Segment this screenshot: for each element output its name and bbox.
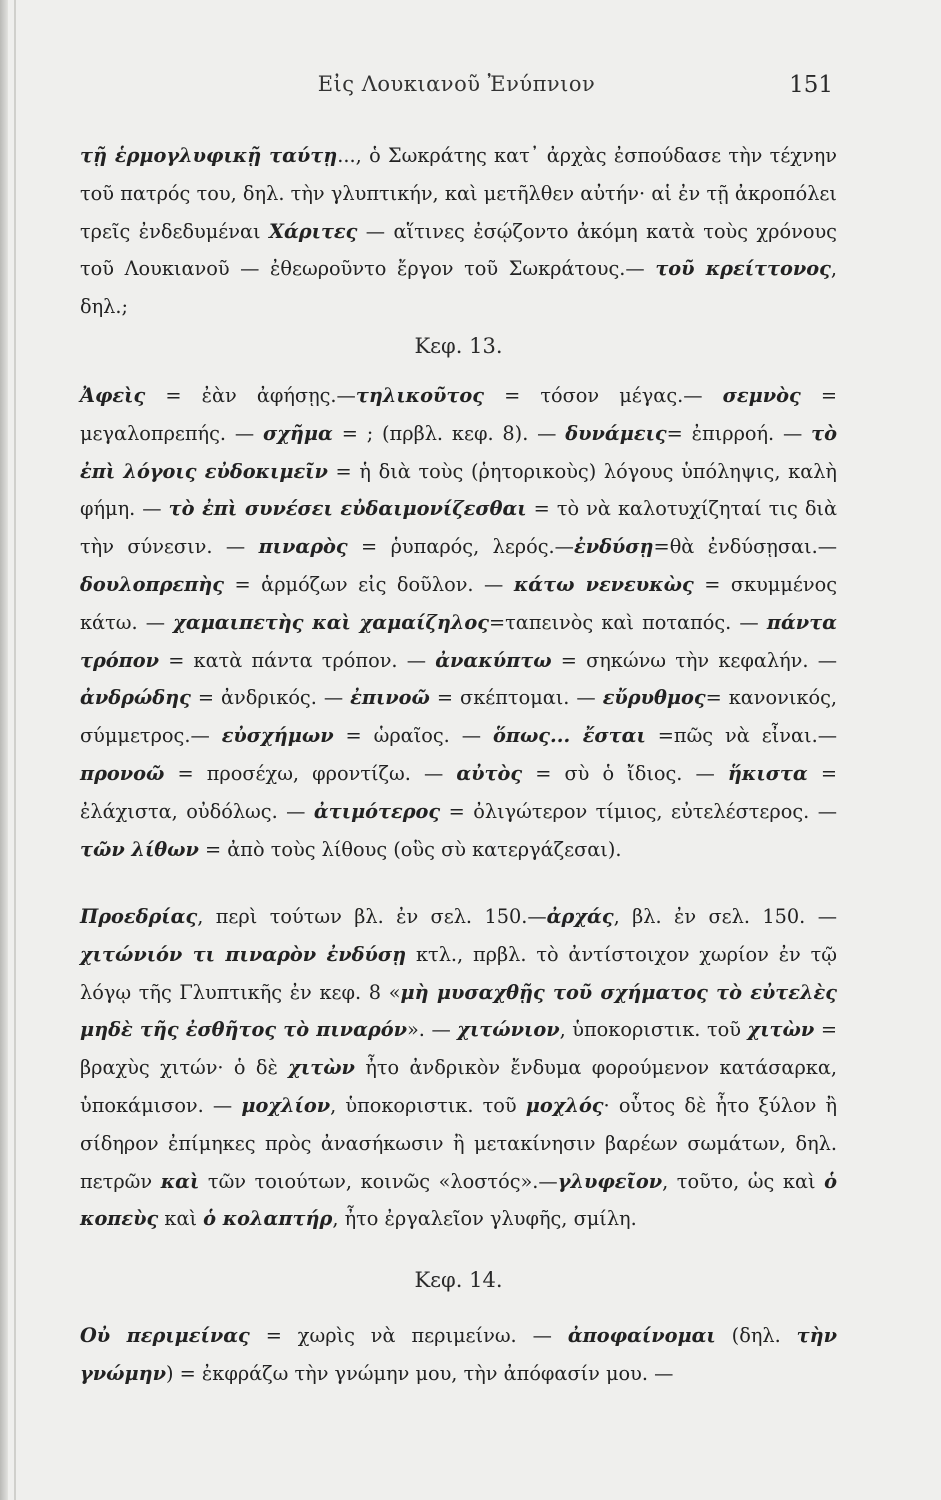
chapter-14-heading: Κεφ. 14.	[414, 1268, 503, 1292]
term: χαμαιπετὴς καὶ χαμαίζηλος	[173, 610, 489, 634]
page-edge	[0, 0, 8, 1500]
page-edge-shadow	[14, 0, 16, 1500]
text-run: — αἵτινες ἐσῴζοντο ἀκόμη κατὰ τοὺς χρόνους τοῦ Λουκιανοῦ — ἐθεωροῦντο ἔργον τοῦ Σωκράτους.—	[80, 219, 837, 281]
paragraph-text	[80, 898, 837, 1238]
term: αὐτὸς	[456, 761, 523, 785]
paragraph-text	[80, 1317, 837, 1393]
term: Προεδρίας	[80, 905, 198, 928]
text-run: , ὑποκοριστικ. τοῦ	[330, 1093, 526, 1117]
term: ἀποφαίνομαι	[567, 1324, 716, 1347]
text-run: ἦτο ἀνδρικὸν ἔνδυμα φορούμενον κατάσαρκα, ὑποκάμισον. —	[80, 1056, 837, 1117]
text-run: = ῥυπαρός, λερός.—	[347, 535, 574, 559]
text-run: =πῶς νὰ εἶναι.—	[645, 724, 837, 748]
term: Ἀφεὶς	[80, 384, 146, 407]
text-run: κτλ., πρβλ. τὸ ἀντίστοιχον χωρίον ἐν τῷ λόγῳ τῆς Γλυπτικῆς ἐν κεφ. 8 «	[80, 942, 837, 1004]
term: τοῦ κρείττονος	[655, 257, 831, 281]
text-run: , περὶ τούτων βλ. ἐν σελ. 150.—	[197, 905, 547, 928]
text-run: = ἁρμόζων εἰς δοῦλον. —	[224, 572, 514, 596]
running-title: Εἰς Λουκιανοῦ Ἐνύπνιον	[317, 72, 596, 96]
text-run: = ὀλιγώτερον τίμιος, εὐτελέστερος. —	[440, 799, 837, 823]
term: ἀνακύπτω	[435, 648, 552, 672]
text-run: =ταπεινὸς καὶ ποταπός. —	[488, 610, 767, 634]
term: μοχλίον	[241, 1093, 331, 1117]
text-run: = κατὰ πάντα τρόπον. —	[159, 648, 436, 672]
term: χιτώνιόν τι πιναρὸν ἐνδύσῃ	[80, 942, 407, 966]
term: δυνάμεις	[565, 421, 667, 445]
term: χιτὼν	[747, 1018, 815, 1042]
text-run: = προσέχω, φροντίζω. —	[164, 761, 457, 785]
text-run: = σκυμμένος κάτω. —	[80, 572, 837, 634]
term: ἀρχάς	[546, 905, 614, 928]
term: ἐνδύσῃ	[573, 535, 654, 559]
term: τῶν λίθων	[80, 837, 199, 861]
term: τὴν γνώμην	[80, 1324, 838, 1385]
term: Οὐ περιμείνας	[80, 1324, 250, 1347]
text-run: = ἀπὸ τοὺς λίθους (οὓς σὺ κατεργάζεσαι).	[198, 837, 622, 861]
text-run: , δηλ.;	[80, 257, 837, 319]
term: σχῆμα	[263, 421, 333, 445]
text-run: ..., ὁ Σωκράτης κατ᾽ ἀρχὰς ἐσπούδασε τὴν τέχνην τοῦ πατρός του, δηλ. τὴν γλυπτικήν, καὶ μετῆλθεν αὐτήν· αἱ ἐν τῇ ἀκροπόλει τρεῖς ἐνδεδυμέναι	[80, 144, 837, 243]
term: πιναρὸς	[258, 535, 348, 559]
term: τῇ ἑρμογλυφικῇ ταύτῃ	[80, 144, 338, 167]
paragraph-ch13-notes	[80, 898, 837, 1238]
paragraph-ch14	[80, 1317, 837, 1393]
term: καὶ	[160, 1169, 200, 1193]
paragraph-ch13-glossary	[80, 377, 837, 868]
term: εὐσχήμων	[221, 724, 334, 748]
term: μὴ μυσαχθῇς τοῦ σχήματος τὸ εὐτελὲς μηδὲ τῆς ἐσθῆτος τὸ πιναρόν	[80, 980, 837, 1042]
text-run: = σκέπτομαι. —	[429, 686, 603, 710]
text-run: ) = ἐκφράζω τὴν γνώμην μου, τὴν ἀπόφασίν μου. —	[165, 1361, 674, 1385]
page-number: 151	[789, 72, 833, 98]
text-run: = ἐλάχιστα, οὐδόλως. —	[80, 761, 837, 823]
term: ὅπως... ἔσται	[492, 724, 646, 748]
text-run: = σὺ ὁ ἴδιος. —	[522, 761, 728, 785]
term: χιτώνιον	[457, 1018, 560, 1042]
term: ἀτιμότερος	[313, 799, 441, 823]
term: προνοῶ	[80, 761, 165, 785]
text-run: =θὰ ἐνδύσῃσαι.—	[653, 535, 837, 559]
term: κάτω νενευκὼς	[513, 572, 694, 596]
term: εὔρυθμος	[602, 686, 706, 710]
text-run: · οὗτος δὲ ἦτο ξύλον ἢ σίδηρον ἐπίμηκες πρὸς ἀνασήκωσιν ἢ μετακίνησιν βαρέων σωμάτων, δηλ. πετρῶν	[80, 1093, 837, 1193]
text-run: = χωρὶς νὰ περιμείνω. —	[249, 1324, 568, 1347]
term: ἥκιστα	[727, 761, 808, 785]
term: Χάριτες	[269, 219, 358, 243]
paragraph-intro	[80, 137, 837, 326]
text-run: = μεγαλοπρεπής. —	[80, 384, 837, 445]
text-run: = ἡ διὰ τοὺς (ῥητορικοὺς) λόγους ὑπόληψις, καλὴ φήμη. —	[80, 459, 837, 521]
text-run: = βραχὺς χιτών· ὁ δὲ	[80, 1018, 837, 1080]
paragraph-text	[80, 137, 837, 326]
text-run: = κανονικός, σύμμετρος.—	[80, 686, 837, 748]
text-run: = τὸ νὰ καλοτυχίζηταί τις διὰ τὴν σύνεσιν. —	[80, 497, 838, 559]
text-run: = ἀνδρικός. —	[190, 686, 351, 710]
text-run: , τοῦτο, ὡς καὶ	[662, 1169, 825, 1193]
term: μοχλός	[525, 1093, 604, 1117]
text-run: = ἐὰν ἀφήσῃς.—	[145, 384, 356, 407]
text-run: = ἐπιρροή. —	[666, 421, 812, 445]
text-run: καὶ	[158, 1207, 204, 1231]
text-run: (δηλ.	[715, 1324, 797, 1347]
term: δουλοπρεπὴς	[80, 572, 225, 596]
text-run: = σηκώνω τὴν κεφαλήν. —	[551, 648, 838, 672]
term: σεμνὸς	[722, 384, 801, 407]
term: ὁ κοπεὺς	[80, 1169, 837, 1231]
page-header	[80, 72, 833, 112]
term: γλυφεῖον	[557, 1169, 663, 1193]
text-run: τῶν τοιούτων, κοινῶς «λοστός».—	[199, 1169, 558, 1193]
term: ἀνδρώδης	[80, 686, 191, 710]
text-run: , βλ. ἐν σελ. 150. —	[613, 905, 837, 928]
term: ὁ κολαπτήρ	[203, 1207, 333, 1231]
paragraph-text	[80, 377, 837, 868]
chapter-13-heading: Κεφ. 13.	[414, 334, 503, 358]
text-run: = τόσον μέγας.—	[483, 384, 723, 407]
term: ἐπινοῶ	[350, 686, 430, 710]
term: τὸ ἐπὶ λόγοις εὐδοκιμεῖν	[80, 421, 837, 483]
text-run: , ὑποκοριστικ. τοῦ	[559, 1018, 748, 1042]
term: πάντα τρόπον	[80, 610, 837, 672]
term: τηλικοῦτος	[355, 384, 484, 407]
term: χιτὼν	[288, 1056, 355, 1080]
text-run: = ; (πρβλ. κεφ. 8). —	[332, 421, 566, 445]
text-run: , ἦτο ἐργαλεῖον γλυφῆς, σμίλη.	[332, 1207, 637, 1231]
term: τὸ ἐπὶ συνέσει εὐδαιμονίζεσθαι	[168, 497, 527, 521]
text-run: = ὡραῖος. —	[333, 724, 493, 748]
text-run: ». —	[406, 1018, 458, 1042]
